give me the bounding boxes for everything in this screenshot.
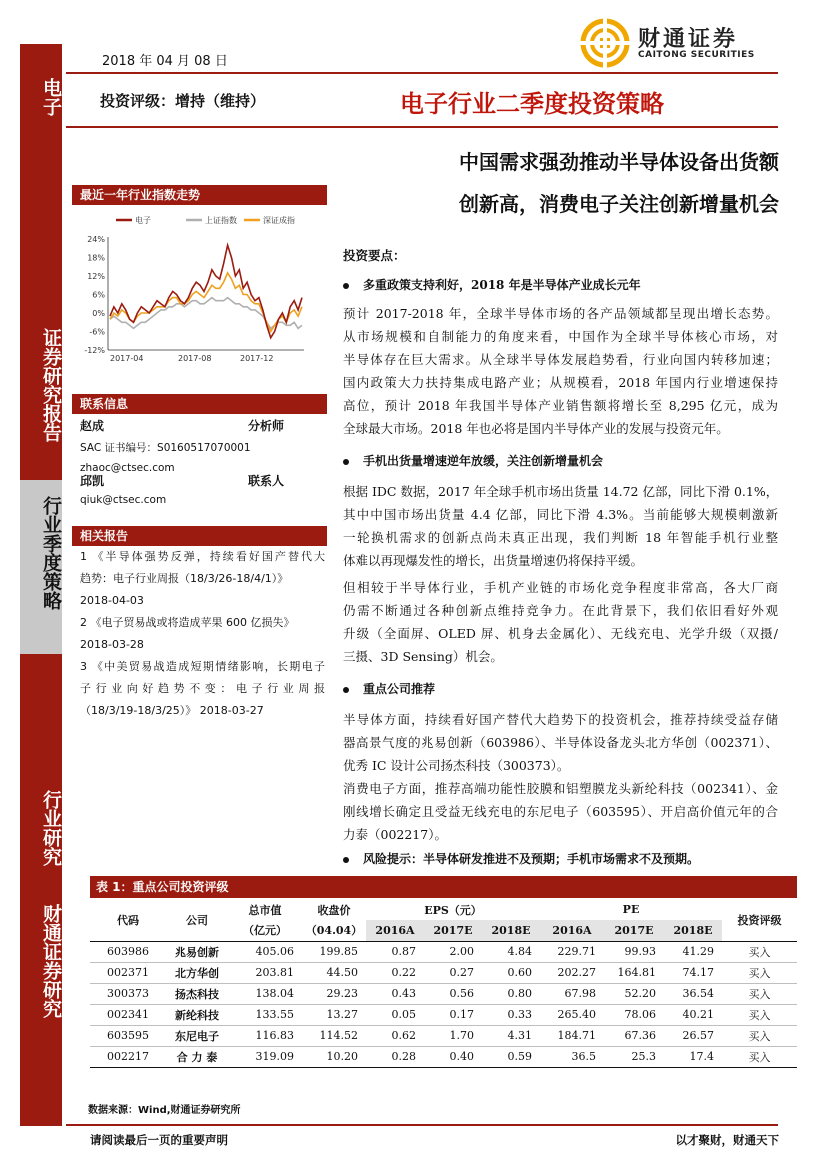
bullet-heading-2: 手机出货量增速逆年放缓，关注创新增量机会 xyxy=(343,452,603,469)
table-cell: 26.57 xyxy=(682,1029,714,1042)
y-tick-label: -12% xyxy=(84,346,105,355)
y-tick-label: 12% xyxy=(87,272,105,281)
table-row xyxy=(90,1004,797,1025)
table-cell: 603986 xyxy=(107,945,149,958)
y-tick-label: 6% xyxy=(92,290,105,300)
headline-line-2: 创新高，消费电子关注创新增量机会 xyxy=(459,192,779,216)
table-cell: 兆易创新 xyxy=(175,945,219,959)
logo-name-cn: 财通证券 xyxy=(638,27,739,52)
related-report-date: 2018-03-28 xyxy=(80,638,144,651)
table-cell: 买入 xyxy=(748,1050,771,1064)
table-cell: 东尼电子 xyxy=(175,1029,219,1043)
table-row xyxy=(90,983,797,1004)
x-tick-label: 2017-12 xyxy=(240,354,274,363)
table-cell: 4.84 xyxy=(507,945,532,958)
sidebar-category: 行业季度策略 xyxy=(40,496,62,610)
table-cell: 202.27 xyxy=(557,966,596,979)
table-row xyxy=(90,962,797,983)
table-cell: 0.56 xyxy=(449,987,474,1000)
table-cell: 买入 xyxy=(748,945,771,959)
col-eps: EPS（元） xyxy=(424,903,482,917)
related-report-line[interactable]: 子行业向好趋势不变：电子行业周报 xyxy=(80,682,325,695)
logo-name-en: CAITONG SECURITIES xyxy=(638,50,755,60)
related-report-line[interactable]: （18/3/19-18/3/25）》 2018-03-27 xyxy=(80,704,264,717)
report-date: 2018 年 04 月 08 日 xyxy=(102,54,228,69)
col-company: 公司 xyxy=(186,913,208,927)
y-tick-label: -6% xyxy=(89,327,105,337)
legend-label: 深证成指 xyxy=(263,216,295,225)
table-cell: 67.98 xyxy=(564,987,596,1000)
table-cell: 199.85 xyxy=(319,945,358,958)
col-price: 收盘价 xyxy=(317,903,351,917)
table-cell: 0.27 xyxy=(449,966,474,979)
table-cell: 新纶科技 xyxy=(175,1008,219,1022)
analyst-email[interactable]: zhaoc@ctsec.com xyxy=(80,462,175,474)
table-cell: 买入 xyxy=(748,966,771,980)
table-cell: 002371 xyxy=(107,966,149,979)
index-chart-header: 最近一年行业指数走势 xyxy=(72,185,327,205)
table-cell: 99.93 xyxy=(624,945,656,958)
table-cell: 扬杰科技 xyxy=(175,987,219,1001)
col-pe-2016: 2016A xyxy=(540,920,604,941)
table-cell: 78.06 xyxy=(624,1008,656,1021)
related-reports-header: 相关报告 xyxy=(72,526,327,546)
col-eps-2018: 2018E xyxy=(482,920,540,941)
table-cell: 74.17 xyxy=(682,966,714,979)
table-cell: 13.27 xyxy=(326,1008,358,1021)
table-cell: 0.43 xyxy=(391,987,416,1000)
table-cell: 67.36 xyxy=(624,1029,656,1042)
table-cell: 0.17 xyxy=(449,1008,474,1021)
stock-rating-table xyxy=(90,899,797,1068)
table-cell: 164.81 xyxy=(617,966,656,979)
table-cell: 405.06 xyxy=(255,945,294,958)
table-cell: 133.55 xyxy=(255,1008,294,1021)
bullet-icon xyxy=(343,459,349,465)
table-title: 表 1：重点公司投资评级 xyxy=(90,876,797,898)
table-cell: 603595 xyxy=(107,1029,149,1042)
bullet-icon xyxy=(343,687,349,693)
table-cell: 0.59 xyxy=(507,1050,532,1063)
investment-rating: 投资评级：增持（维持） xyxy=(100,92,266,110)
y-tick-label: 0% xyxy=(92,309,105,318)
contacts-header: 联系信息 xyxy=(72,394,327,414)
table-row xyxy=(90,1046,797,1067)
analyst-role: 分析师 xyxy=(248,419,285,433)
table-cell: 114.52 xyxy=(319,1029,358,1042)
table-cell: 40.21 xyxy=(682,1008,714,1021)
table-cell: 52.20 xyxy=(624,987,656,1000)
y-tick-label: 18% xyxy=(87,253,105,263)
table-row xyxy=(90,941,797,962)
table-cell: 265.40 xyxy=(557,1008,596,1021)
report-title: 电子行业二季度投资策略 xyxy=(400,89,664,118)
table-row xyxy=(90,1025,797,1046)
col-eps-2016: 2016A xyxy=(366,920,424,941)
related-report-line[interactable]: 2 《电子贸易战或将造成苹果 600 亿损失》 xyxy=(80,616,295,629)
col-rating: 投资评级 xyxy=(737,913,782,927)
footer-divider xyxy=(66,1124,778,1126)
bullet-heading-3: 重点公司推荐 xyxy=(343,680,435,697)
title-divider xyxy=(66,126,778,128)
col-mktcap-unit: （亿元） xyxy=(243,924,287,938)
table-cell: 10.20 xyxy=(326,1050,358,1063)
paragraph-innovation: 但相较于半导体行业，手机产业链的市场化竞争程度非常高，各大厂商 仍需不断通过各种创新点维持竞争力。在此背景下，我们依旧看好外观 升级（全面屏、OLED 屏、机身去金属化）、无线充电、光学升级（双摄/ 三摄、3D Sensing）机会。 xyxy=(343,580,778,664)
table-cell: 买入 xyxy=(748,1029,771,1043)
analyst-license: SAC 证书编号：S0160517070001 xyxy=(80,442,251,454)
x-tick-label: 2017-04 xyxy=(110,354,144,363)
related-report-line[interactable]: 1 《半导体强势反弹，持续看好国产替代大 xyxy=(80,550,325,563)
risk-warning: 风险提示：半导体研发推进不及预期；手机市场需求不及预期。 xyxy=(343,850,699,867)
col-pe-2017: 2017E xyxy=(604,920,664,941)
table-cell: 184.71 xyxy=(557,1029,596,1042)
legend-label: 上证指数 xyxy=(205,216,237,225)
header-divider xyxy=(66,72,778,74)
table-cell: 0.87 xyxy=(391,945,416,958)
table-cell: 0.05 xyxy=(391,1008,416,1021)
related-report-date: 2018-04-03 xyxy=(80,594,144,607)
table-cell: 1.70 xyxy=(449,1029,474,1042)
table-cell: 0.62 xyxy=(391,1029,416,1042)
table-cell: 138.04 xyxy=(255,987,294,1000)
table-cell: 买入 xyxy=(748,987,771,1001)
table-cell: 44.50 xyxy=(326,966,358,979)
table-cell: 319.09 xyxy=(255,1050,294,1063)
table-cell: 0.80 xyxy=(507,987,532,1000)
col-eps-2017: 2017E xyxy=(424,920,482,941)
table-cell: 25.3 xyxy=(631,1050,656,1063)
sidebar-firm: 财通证券研究 xyxy=(40,904,62,1018)
table-cell: 203.81 xyxy=(255,966,294,979)
related-report-line[interactable]: 3 《中美贸易战造成短期情绪影响，长期电子 xyxy=(80,660,325,673)
index-trend-chart xyxy=(72,209,327,369)
analyst-name: 赵成 xyxy=(80,419,105,433)
headline-line-1: 中国需求强劲推动半导体设备出货额 xyxy=(459,150,779,174)
table-cell: 0.40 xyxy=(449,1050,474,1063)
table-cell: 229.71 xyxy=(557,945,596,958)
col-pe-2018: 2018E xyxy=(664,920,722,941)
table-cell: 0.28 xyxy=(391,1050,416,1063)
paragraph-recommendations: 半导体方面，持续看好国产替代大趋势下的投资机会，推荐持续受益存储 器高景气度的兆易创新（603986）、半导体设备龙头北方华创（002371）、 优秀 IC 设计公司扬杰科技（300373）。 消费电子方面，推荐高端功能性胶膜和铝塑膜龙头新纶科技（002341）、金 刚线增长确定且受益无线充电的东尼电子（603595）、开启高价值元年的合 力泰（002217）。 xyxy=(343,712,778,842)
table-cell: 合 力 泰 xyxy=(176,1050,218,1064)
footer-disclaimer: 请阅读最后一页的重要声明 xyxy=(90,1133,228,1147)
table-cell: 0.22 xyxy=(391,966,416,979)
table-cell: 300373 xyxy=(107,987,149,1000)
table-cell: 36.54 xyxy=(682,987,714,1000)
table-cell: 0.60 xyxy=(507,966,532,979)
contact-email[interactable]: qiuk@ctsec.com xyxy=(80,494,167,506)
table-cell: 002341 xyxy=(107,1008,149,1021)
col-pe: PE xyxy=(622,903,640,916)
legend-label: 电子 xyxy=(135,216,151,225)
col-mktcap: 总市值 xyxy=(248,903,282,917)
table-cell: 29.23 xyxy=(326,987,358,1000)
table-cell: 0.33 xyxy=(507,1008,532,1021)
sidebar-report-type: 证券研究报告 xyxy=(40,328,62,442)
paragraph-semiconductor: 预计 2017-2018 年，全球半导体市场的各产品领域都呈现出增长态势。 从市场规模和自制能力的角度来看，中国作为全球半导体核心市场，对 半导体存在巨大需求。从全球半导体发展趋势看，行业向国内转移加速； 国内政策大力扶持集成电路产业；从规模看，2018 年国内行业增速保持 高位，预计 2018 年我国半导体产业销售额将增长至 8,295 亿元，成为 全球最大市场。2018 年也必将是国内半导体产业的发展与投资元年。 xyxy=(343,306,778,436)
contact-name: 邱凯 xyxy=(80,474,105,488)
table-cell: 北方华创 xyxy=(175,966,219,980)
table-cell: 116.83 xyxy=(255,1029,294,1042)
table-cell: 17.4 xyxy=(689,1050,714,1063)
col-price-date: （04.04） xyxy=(305,924,363,938)
table-cell: 002217 xyxy=(107,1050,149,1063)
table-cell: 买入 xyxy=(748,1008,771,1022)
table-cell: 41.29 xyxy=(682,945,714,958)
related-report-line[interactable]: 趋势：电子行业周报（18/3/26-18/4/1）》 xyxy=(80,572,289,585)
sidebar-sector: 电子 xyxy=(40,78,62,116)
bullet-icon xyxy=(343,857,349,863)
col-code: 代码 xyxy=(117,913,139,927)
series-line-shanghai-index xyxy=(110,298,302,329)
x-tick-label: 2017-08 xyxy=(178,354,212,363)
footer-slogan: 以才聚财，财通天下 xyxy=(675,1133,779,1147)
key-points-heading: 投资要点： xyxy=(343,248,406,263)
paragraph-smartphone: 根据 IDC 数据，2017 年全球手机市场出货量 14.72 亿部，同比下滑 0.1%， 其中中国市场出货量 4.4 亿部，同比下滑 4.3%。当前能够大规模刺激新 一轮换机需求的创新点尚未真正出现，我们判断 18 年智能手机行业整 体难以再现爆发性的增长，出货量增速仍将保持平缓。 xyxy=(343,484,779,568)
table-cell: 4.31 xyxy=(507,1029,532,1042)
caitong-logo-icon xyxy=(580,18,630,68)
sidebar-section: 行业研究 xyxy=(40,790,62,866)
table-cell: 36.5 xyxy=(571,1050,596,1063)
y-tick-label: 24% xyxy=(87,235,105,244)
bullet-icon xyxy=(343,283,349,289)
table-cell: 2.00 xyxy=(449,945,474,958)
bullet-heading-1: 多重政策支持利好，2018 年是半导体产业成长元年 xyxy=(343,276,641,293)
data-source-note: 数据来源：Wind,财通证券研究所 xyxy=(88,1105,241,1116)
contact-role: 联系人 xyxy=(248,474,285,488)
